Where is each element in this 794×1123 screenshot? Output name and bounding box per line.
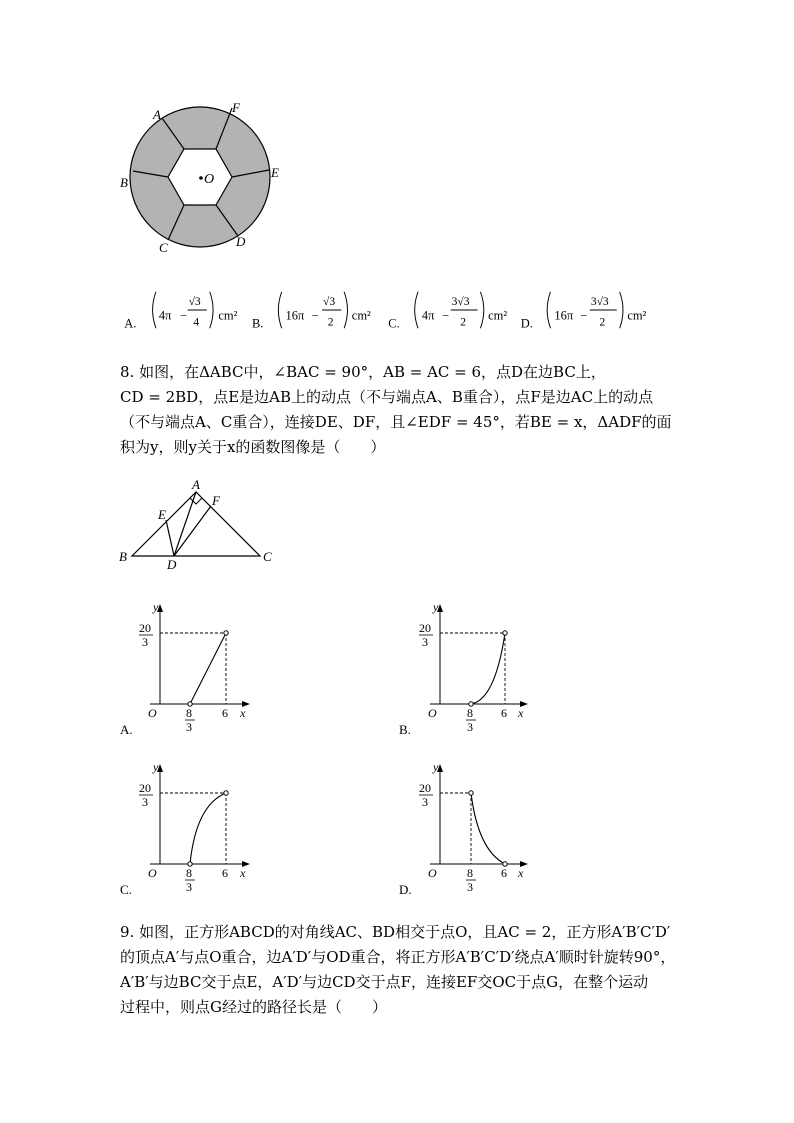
svg-text:−: − <box>442 308 450 323</box>
q8-line-2: CD = 2BD，点E是边AB上的动点（不与端点A、B重合），点F是边AC上的动点 <box>120 388 654 406</box>
svg-text:20: 20 <box>139 781 151 795</box>
q8-line-1: 8. 如图，在ΔABC中，∠BAC = 90°，AB = AC = 6，点D在边BC上， <box>120 363 606 381</box>
svg-text:6: 6 <box>501 706 507 720</box>
svg-text:3: 3 <box>186 720 192 734</box>
q7-option-d[interactable] <box>521 292 647 331</box>
svg-text:A.: A. <box>124 316 137 331</box>
svg-text:O: O <box>148 866 157 880</box>
q7-label-B: B <box>120 175 128 190</box>
svg-text:6: 6 <box>222 706 228 720</box>
q8-triangle-abc <box>132 492 260 556</box>
svg-text:3: 3 <box>422 635 428 649</box>
svg-text:3: 3 <box>422 795 428 809</box>
svg-text:O: O <box>428 706 437 720</box>
q7-label-E: E <box>271 165 279 180</box>
q8-label-F: F <box>212 493 220 508</box>
q7-figure <box>110 98 290 258</box>
svg-text:√3: √3 <box>323 296 336 309</box>
q9-text <box>120 920 680 1020</box>
svg-text:−: − <box>580 308 588 323</box>
svg-text:3√3: 3√3 <box>590 296 609 309</box>
svg-text:−: − <box>179 308 188 323</box>
svg-text:cm²: cm² <box>218 308 238 323</box>
svg-text:4π: 4π <box>158 308 172 323</box>
q7-option-b[interactable] <box>252 292 371 331</box>
q9-line-3: A′B′与边BC交于点E，A′D′与边CD交于点F，连接EF交OC于点G，在整个运动 <box>120 973 649 991</box>
svg-text:O: O <box>148 706 157 720</box>
q7-label-C: C <box>159 240 168 255</box>
svg-text:2: 2 <box>327 316 334 329</box>
q7-label-D: D <box>236 234 246 249</box>
svg-text:cm²: cm² <box>351 308 371 323</box>
svg-text:4: 4 <box>193 316 200 329</box>
q7-label-A: A <box>153 107 161 122</box>
svg-text:8: 8 <box>186 706 192 720</box>
q7-center-dot <box>199 176 203 180</box>
svg-text:6: 6 <box>222 866 228 880</box>
svg-text:y: y <box>433 600 439 614</box>
svg-text:6: 6 <box>501 866 507 880</box>
svg-text:√3: √3 <box>188 296 201 309</box>
svg-text:2: 2 <box>599 316 606 329</box>
svg-text:3√3: 3√3 <box>451 296 470 309</box>
svg-text:B.: B. <box>251 316 264 331</box>
svg-text:3: 3 <box>186 880 192 894</box>
q8-graph-a[interactable] <box>115 598 255 738</box>
q8-label-A: A <box>192 477 200 492</box>
svg-text:x: x <box>240 706 246 720</box>
svg-text:20: 20 <box>419 781 431 795</box>
svg-text:D.: D. <box>399 882 412 897</box>
q7-option-c[interactable] <box>388 292 507 331</box>
svg-text:C.: C. <box>388 316 400 331</box>
svg-text:8: 8 <box>467 866 473 880</box>
svg-text:16π: 16π <box>554 308 574 323</box>
q8-graph-c[interactable] <box>115 758 255 898</box>
svg-text:8: 8 <box>186 866 192 880</box>
svg-text:A.: A. <box>120 722 133 737</box>
q9-line-1: 9. 如图，正方形ABCD的对角线AC、BD相交于点O，且AC = 2，正方形A′B′C′D′ <box>120 923 671 941</box>
svg-text:O: O <box>428 866 437 880</box>
svg-text:20: 20 <box>139 621 151 635</box>
svg-text:y: y <box>433 760 439 774</box>
q8-graph-d[interactable] <box>396 758 536 898</box>
svg-text:−: − <box>311 308 319 323</box>
q8-label-B: B <box>119 549 127 564</box>
svg-text:16π: 16π <box>285 308 305 323</box>
svg-text:3: 3 <box>467 720 473 734</box>
q7-label-F: F <box>232 100 240 115</box>
q7-option-a[interactable] <box>124 292 237 331</box>
q7-choices <box>110 286 680 334</box>
svg-text:8: 8 <box>467 706 473 720</box>
q8-text <box>120 360 680 460</box>
q8-label-C: C <box>263 549 272 564</box>
svg-text:D.: D. <box>520 316 533 331</box>
svg-text:C.: C. <box>120 882 132 897</box>
svg-text:x: x <box>240 866 246 880</box>
q8-label-D: D <box>167 557 177 572</box>
svg-text:B.: B. <box>399 722 411 737</box>
q8-graph-b[interactable] <box>396 598 536 738</box>
q8-figure <box>112 472 282 572</box>
q9-line-2: 的顶点A′与点O重合，边A′D′与OD重合，将正方形A′B′C′D′绕点A′顺时针旋转90°， <box>120 948 676 966</box>
svg-text:3: 3 <box>467 880 473 894</box>
svg-text:x: x <box>518 706 524 720</box>
q8-label-E: E <box>158 507 166 522</box>
svg-text:20: 20 <box>419 621 431 635</box>
svg-text:3: 3 <box>142 795 148 809</box>
svg-text:y: y <box>153 760 159 774</box>
q9-line-4: 过程中，则点G经过的路径长是（ ） <box>120 998 387 1016</box>
svg-text:4π: 4π <box>421 308 435 323</box>
svg-text:x: x <box>518 866 524 880</box>
svg-text:cm²: cm² <box>627 308 647 323</box>
svg-text:2: 2 <box>460 316 467 329</box>
svg-text:y: y <box>153 600 159 614</box>
svg-text:3: 3 <box>142 635 148 649</box>
q7-label-O: O <box>204 172 215 187</box>
q8-line-4: 积为y，则y关于x的函数图像是（ ） <box>120 438 386 456</box>
svg-text:cm²: cm² <box>488 308 508 323</box>
q8-line-3: （不与端点A、C重合），连接DE、DF，且∠EDF = 45°，若BE = x，ΔADF的面 <box>120 413 672 431</box>
